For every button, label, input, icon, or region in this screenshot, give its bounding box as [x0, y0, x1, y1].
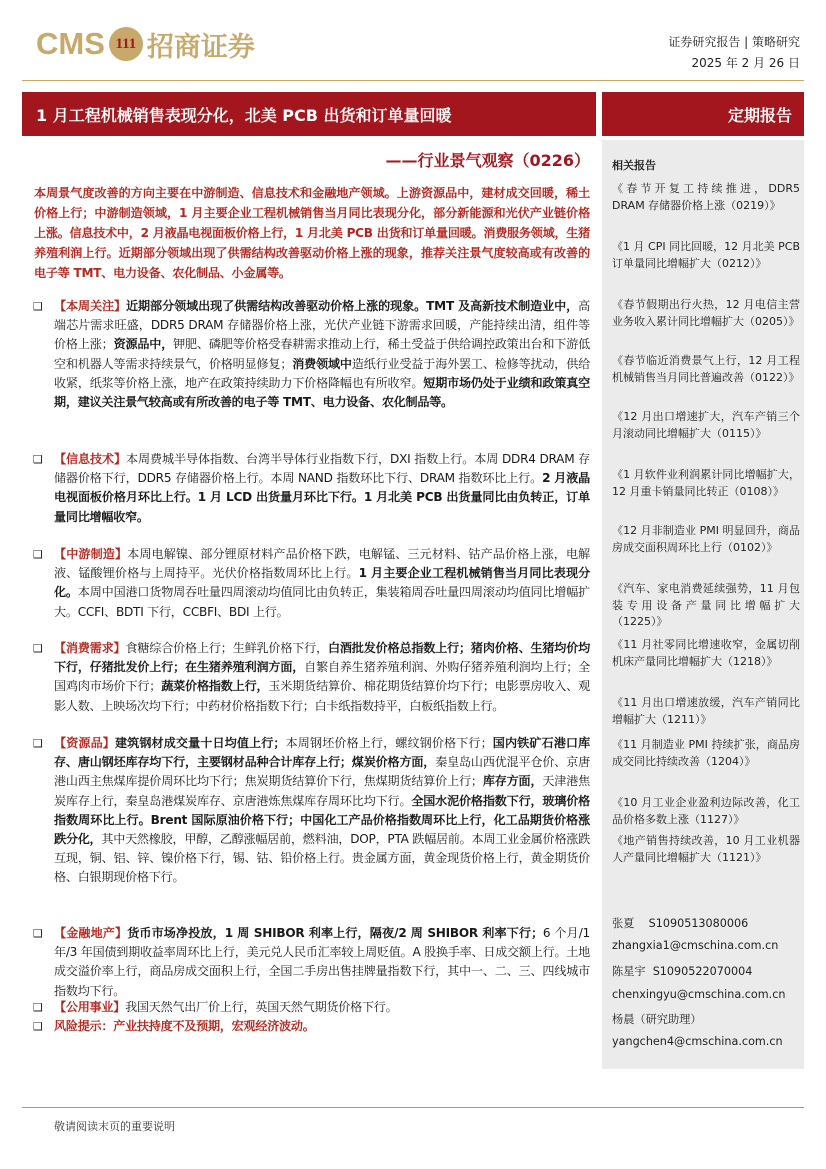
section-info-tech: ❑ 【信息技术】本周费城半导体指数、台湾半导体行业指数下行，DXI 指数上行。本周 DDR4 DRAM 存储器价格下行，DDR5 存储器价格上行。本周 NAND 指数环比下行、DRAM 指数环比上行。2 月液晶电视面板价格月环比上行。1 月 LCD 出货量月环比下行。1 月北美 PCB 出货量同比由负转正，订单量同比增幅收窄。: [33, 452, 590, 524]
section-tag: 【消费需求】: [54, 641, 126, 655]
title-band: [22, 92, 596, 136]
bullet-icon: ❑: [33, 453, 43, 466]
logo-cn: 招商证券: [146, 31, 255, 63]
section-focus: ❑ 【本周关注】近期部分领域出现了供需结构改善驱动价格上涨的现象。TMT 及高新技术制造业中，高端芯片需求旺盛，DDR5 DRAM 存储器价格上涨，光伏产业链下游需求回暖，产能持续出清，组件等价格上涨；资源品中，钾肥、磷肥等价格受春耕需求推动上行，稀土受益于供给调控政策出台和下游低空和机器人等需求持续景气，价格明显修复；消费领域中造纸行业受益于海外罢工、检修等扰动，供给收紧，纸浆等价格上涨，地产在政策持续助力下价格降幅也有所收窄。短期市场仍处于业绩和政策真空期，建议关注景气较高或有所改善的电子等 TMT、电力设备、农化制品等。: [33, 299, 590, 410]
doc-type: 证券研究报告 | 策略研究: [668, 35, 800, 49]
section-mid-manufacturing: ❑ 【中游制造】本周电解镍、部分锂原材料产品价格下跌，电解锰、三元材料、钴产品价格上涨，电解液、锰酸锂价格与上周持平。光伏价格指数周环比上行。1 月主要企业工程机械销售当月同比表现分化。本周中国港口货物周吞吐量四周滚动均值同比由负转正，集装箱周吞吐量四周滚动均值同比增幅扩大。CCFI、BDTI 下行，CCBFI、BDI 上行。: [33, 547, 590, 619]
related-item[interactable]: 《1 月软件业利润累计同比增幅扩大，12 月重卡销量同比转正（0108）》: [612, 468, 800, 498]
bullet-icon: ❑: [33, 737, 43, 750]
bullet-icon: ❑: [33, 1001, 43, 1014]
section-tag: 【公用事业】: [54, 1000, 126, 1014]
section-tag: 【中游制造】: [54, 547, 128, 561]
related-item[interactable]: 《11 月社零同比增速收窄，金属切削机床产量同比增幅扩大（1218）》: [612, 638, 800, 668]
bullet-icon: ❑: [33, 927, 43, 940]
report-title: 1 月工程机械销售表现分化，北美 PCB 出货和订单量回暖: [36, 106, 452, 125]
author-name: 张夏 S1090513080006: [612, 917, 749, 930]
section-consumer: ❑ 【消费需求】食糖综合价格上行；生鲜乳价格下行，白酒批发价格总指数上行；猪肉价格、生猪均价均下行，仔猪批发价上行；在生猪养殖利润方面，自繁自养生猪养殖利润、外购仔猪养殖利润均上行；全国鸡肉市场价下行；蔬菜价格指数上行，玉米期货结算价、棉花期货结算价均下行；电影票房收入、观影人数、上映场次均下行；中药材价格指数下行；白卡纸指数持平，白板纸指数上行。: [33, 641, 590, 713]
section-tag: 【金融地产】: [54, 926, 128, 940]
bullet-icon: ❑: [33, 300, 43, 313]
related-item[interactable]: 《春节假期出行火热，12 月电信主营业务收入累计同比增幅扩大（0205）》: [612, 298, 800, 328]
cms-logo: [36, 20, 255, 68]
section-risk: [34, 1017, 590, 1036]
footer-note: 敬请阅读末页的重要说明: [54, 1120, 175, 1133]
section-tag: 【信息技术】: [54, 452, 127, 466]
report-type: 定期报告: [727, 106, 792, 125]
related-title: 相关报告: [612, 159, 656, 172]
bullet-icon: ❑: [33, 548, 43, 561]
logo-text: CMS: [36, 26, 105, 61]
author-email[interactable]: chenxingyu@cmschina.com.cn: [612, 988, 786, 1001]
section-tag: 【资源品】: [54, 736, 115, 750]
risk-warning: 风险提示：产业扶持度不及预期，宏观经济波动。: [54, 1019, 315, 1033]
author-email[interactable]: zhangxia1@cmschina.com.cn: [612, 939, 779, 952]
author-email[interactable]: yangchen4@cmschina.com.cn: [612, 1035, 783, 1048]
header-meta: [668, 32, 800, 74]
related-item[interactable]: 《汽车、家电消费延续强势，11 月包装专用设备产量同比增幅扩大（1225）》: [612, 582, 800, 628]
section-utilities: ❑ 【公用事业】我国天然气出厂价上行，英国天然气期货价格下行。: [34, 998, 590, 1017]
related-item[interactable]: 《1 月 CPI 同比回暖，12 月北美 PCB 订单量同比增幅扩大（0212）》: [612, 240, 800, 270]
report-subtitle: ——行业景气观察（0226）: [385, 151, 590, 170]
related-item[interactable]: 《春节开复工持续推进，DDR5 DRAM 存储器价格上涨（0219）》: [612, 182, 800, 212]
summary-paragraph: 本周景气度改善的方向主要在中游制造、信息技术和金融地产领域。上游资源品中，建材成交回暖，稀土价格上行；中游制造领域，1 月主要企业工程机械销售当月同比表现分化，部分新能源和光伏产业链价格上涨。信息技术中，2 月液晶电视面板价格上行，1 月北美 PCB 出货和订单量回暖。消费服务领域，生猪养殖利润上行。近期部分领域出现了供需结构改善驱动价格上涨的现象，推荐关注景气度较高或有改善的电子等 TMT、电力设备、农化制品、小金属等。: [34, 186, 590, 280]
bullet-icon: ❑: [33, 642, 43, 655]
footer-divider: [22, 1107, 804, 1108]
author-name: 杨晨（研究助理）: [612, 1013, 702, 1026]
related-item[interactable]: 《12 月出口增速扩大，汽车产销三个月滚动同比增幅扩大（0115）》: [612, 410, 800, 440]
author-name: 陈星宇 S1090522070004: [612, 965, 753, 978]
report-date: 2025 年 2 月 26 日: [691, 56, 800, 70]
related-item[interactable]: 《地产销售持续改善，10 月工业机器人产量同比增幅扩大（1121）》: [612, 834, 800, 864]
type-band: [602, 92, 804, 136]
related-item[interactable]: 《12 月非制造业 PMI 明显回升，商品房成交面积周环比上行（0102）》: [612, 524, 800, 554]
section-tag: 【本周关注】: [54, 299, 127, 313]
header-divider: [22, 80, 804, 81]
bullet-icon: ❑: [33, 1020, 43, 1033]
logo-badge-icon: 111: [109, 27, 143, 61]
related-item[interactable]: 《10 月工业企业盈利边际改善，化工品价格多数上涨（1127）》: [612, 796, 800, 826]
related-item[interactable]: 《11 月制造业 PMI 持续扩张，商品房成交同比持续改善（1204）》: [612, 738, 800, 768]
related-item[interactable]: 《11 月出口增速放缓，汽车产销同比增幅扩大（1211）》: [612, 696, 800, 726]
section-finance: ❑ 【金融地产】货币市场净投放，1 周 SHIBOR 利率上行，隔夜/2 周 SHIBOR 利率下行；6 个月/1 年/3 年国债到期收益率周环比上行，美元兑人民币汇率较上周贬值。A 股换手率、日成交额上行。土地成交溢价率上行，商品房成交面积上行，全国二手房出售挂牌量指数下行，其中一、二、三、四线城市指数均下行。: [33, 926, 590, 998]
related-item[interactable]: 《春节临近消费景气上行，12 月工程机械销售当月同比普遍改善（0122）》: [612, 354, 800, 384]
section-resources: ❑ 【资源品】建筑钢材成交量十日均值上行；本周钢坯价格上行，螺纹钢价格下行；国内铁矿石港口库存、唐山钢坯库存均下行，主要钢材品种合计库存上行；煤炭价格方面，秦皇岛山西优混平仓价、京唐港山西主焦煤库提价周环比均下行；焦炭期货结算价下行，焦煤期货结算价上行；库存方面，天津港焦炭库存上行，秦皇岛港煤炭库存、京唐港炼焦煤库存周环比均下行。全国水泥价格指数下行，玻璃价格指数周环比上行。Brent 国际原油价格下行；中国化工产品价格指数周环比上行，化工品期货价格涨跌分化，其中天然橡胶，甲醇，乙醇涨幅居前，燃料油，DOP，PTA 跌幅居前。本周工业金属价格涨跌互现，铜、铝、锌、镍价格下行，锡、钴、铅价格上行。贵金属方面，黄金现货价格上行，黄金期货价格、白银期现价格下行。: [33, 736, 590, 885]
